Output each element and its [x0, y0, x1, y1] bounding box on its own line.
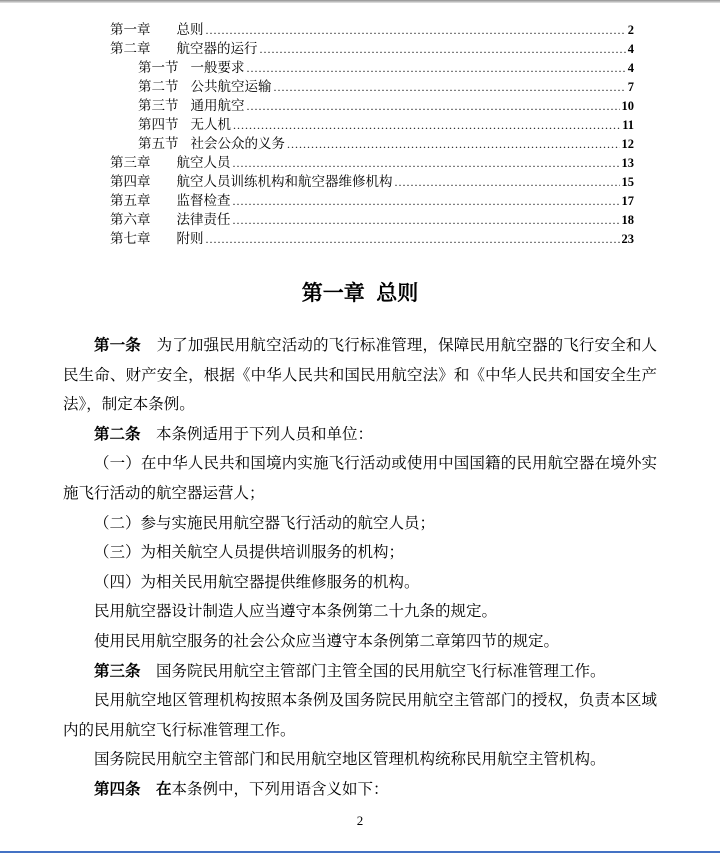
toc-entry-page: 23	[621, 232, 634, 246]
paragraph-text: 民用航空器设计制造人应当遵守本条例第二十九条的规定。	[94, 603, 498, 621]
toc-entry-title: 法律责任	[176, 212, 231, 227]
toc-entry-title: 附则	[176, 231, 204, 246]
chapter-number: 第一章	[301, 282, 365, 305]
toc-dot-leader	[247, 96, 620, 116]
paragraph-text: （四）为相关民用航空器提供维修服务的机构。	[94, 573, 420, 591]
chapter-heading	[0, 281, 720, 307]
paragraph-text: （一）在中华人民共和国境内实施飞行活动或使用中国国籍的民用航空器在境外实施飞行活动的航空器运营人；	[63, 455, 657, 502]
toc-entry[interactable]	[110, 229, 634, 248]
toc-entry-page: 17	[621, 194, 634, 208]
toc-entry-title: 社会公众的义务	[190, 136, 285, 151]
toc-entry-title: 无人机	[190, 117, 231, 132]
toc-dot-leader	[274, 77, 626, 97]
toc-entry-title: 航空人员训练机构和航空器维修机构	[176, 174, 393, 189]
toc-entry[interactable]	[110, 115, 634, 134]
paragraph-text: 民用航空地区管理机构按照本条例及国务院民用航空主管部门的授权，负责本区域内的民用航空飞行标准管理工作。	[63, 692, 657, 739]
toc-entry-label: 第六章	[110, 212, 151, 227]
paragraph-text: 使用民用航空服务的社会公众应当遵守本条例第二章第四节的规定。	[94, 632, 560, 650]
toc-entry[interactable]	[110, 134, 634, 153]
toc-entry-label: 第四章	[110, 174, 151, 189]
paragraph	[63, 597, 657, 627]
toc-entry-page: 18	[621, 213, 634, 227]
toc-entry[interactable]	[110, 210, 634, 229]
toc-entry-page: 4	[627, 61, 634, 75]
paragraph-text: （三）为相关航空人员提供培训服务的机构；	[94, 544, 405, 562]
toc-dot-leader	[206, 229, 620, 249]
toc-entry-label: 第一章	[110, 22, 151, 37]
toc-dot-leader	[206, 20, 626, 40]
paragraph	[63, 745, 657, 775]
toc-entry[interactable]	[110, 96, 634, 115]
toc-entry-title: 公共航空运输	[190, 79, 272, 94]
toc-entry-page: 10	[621, 99, 634, 113]
page-top-border	[0, 0, 720, 3]
document-body	[63, 331, 657, 805]
toc-dot-leader	[247, 58, 626, 78]
paragraph-article-4	[63, 775, 657, 805]
toc-dot-leader	[260, 39, 626, 59]
toc-dot-leader	[233, 153, 620, 173]
toc-dot-leader	[395, 172, 620, 192]
toc-entry-title: 总则	[176, 22, 204, 37]
toc-entry[interactable]	[110, 39, 634, 58]
toc-dot-leader	[287, 134, 620, 154]
paragraph-text: 本条例适用于下列人员和单位：	[156, 425, 374, 443]
paragraph-text: 国务院民用航空主管部门主管全国的民用航空飞行标准管理工作。	[156, 662, 606, 680]
toc-entry-label: 第三节	[138, 98, 179, 113]
paragraph	[63, 686, 657, 745]
paragraph-article-2	[63, 420, 657, 450]
toc-entry-label: 第二章	[110, 41, 151, 56]
toc-entry[interactable]	[110, 191, 634, 210]
toc-entry-title: 航空人员	[176, 155, 231, 170]
paragraph-text: 为了加强民用航空活动的飞行标准管理，保障民用航空器的飞行安全和人民生命、财产安全，根据《中华人民共和国民用航空法》和《中华人民共和国安全生产法》，制定本条例。	[63, 337, 657, 414]
toc-entry-label: 第五节	[138, 136, 179, 151]
toc-entry-label: 第七章	[110, 231, 151, 246]
toc-entry-title: 一般要求	[190, 60, 245, 75]
chapter-title: 总则	[376, 282, 419, 305]
paragraph-text: 本条例中，下列用语含义如下：	[171, 780, 389, 798]
table-of-contents	[110, 20, 634, 248]
toc-dot-leader	[233, 210, 620, 230]
toc-entry-page: 15	[621, 175, 634, 189]
paragraph-list-item-1	[63, 449, 657, 508]
toc-entry-label: 第五章	[110, 193, 151, 208]
toc-entry-page: 2	[627, 23, 634, 37]
toc-entry-page: 4	[627, 42, 634, 56]
toc-entry-label: 第三章	[110, 155, 151, 170]
toc-entry-title: 航空器的运行	[176, 41, 258, 56]
toc-entry-title: 通用航空	[190, 98, 245, 113]
toc-dot-leader	[233, 191, 620, 211]
article-2-label: 第二条	[94, 425, 157, 443]
page-number: 2	[356, 813, 364, 828]
toc-entry[interactable]	[110, 172, 634, 191]
toc-entry-label: 第二节	[138, 79, 179, 94]
paragraph-article-3	[63, 657, 657, 687]
toc-entry-label: 第一节	[138, 60, 179, 75]
toc-entry[interactable]	[110, 153, 634, 172]
article-4-label: 第四条 在	[94, 780, 172, 798]
toc-entry-page: 12	[621, 137, 634, 151]
toc-entry[interactable]	[110, 58, 634, 77]
toc-entry[interactable]	[110, 20, 634, 39]
paragraph-list-item-2	[63, 509, 657, 539]
toc-entry[interactable]	[110, 77, 634, 96]
next-page-border	[0, 851, 720, 853]
toc-entry-page: 13	[621, 156, 634, 170]
article-1-label: 第一条	[94, 337, 157, 354]
paragraph-list-item-4	[63, 568, 657, 598]
paragraph	[63, 627, 657, 657]
paragraph-text: 国务院民用航空主管部门和民用航空地区管理机构统称民用航空主管机构。	[94, 751, 606, 769]
toc-entry-label: 第四节	[138, 117, 179, 132]
paragraph-article-1	[63, 331, 657, 420]
toc-entry-page: 7	[627, 80, 634, 94]
paragraph-text: （二）参与实施民用航空器飞行活动的航空人员；	[94, 514, 436, 532]
toc-dot-leader	[233, 115, 620, 135]
toc-entry-page: 11	[622, 118, 634, 132]
paragraph-list-item-3	[63, 538, 657, 568]
article-3-label: 第三条	[94, 662, 157, 680]
toc-entry-title: 监督检查	[176, 193, 231, 208]
